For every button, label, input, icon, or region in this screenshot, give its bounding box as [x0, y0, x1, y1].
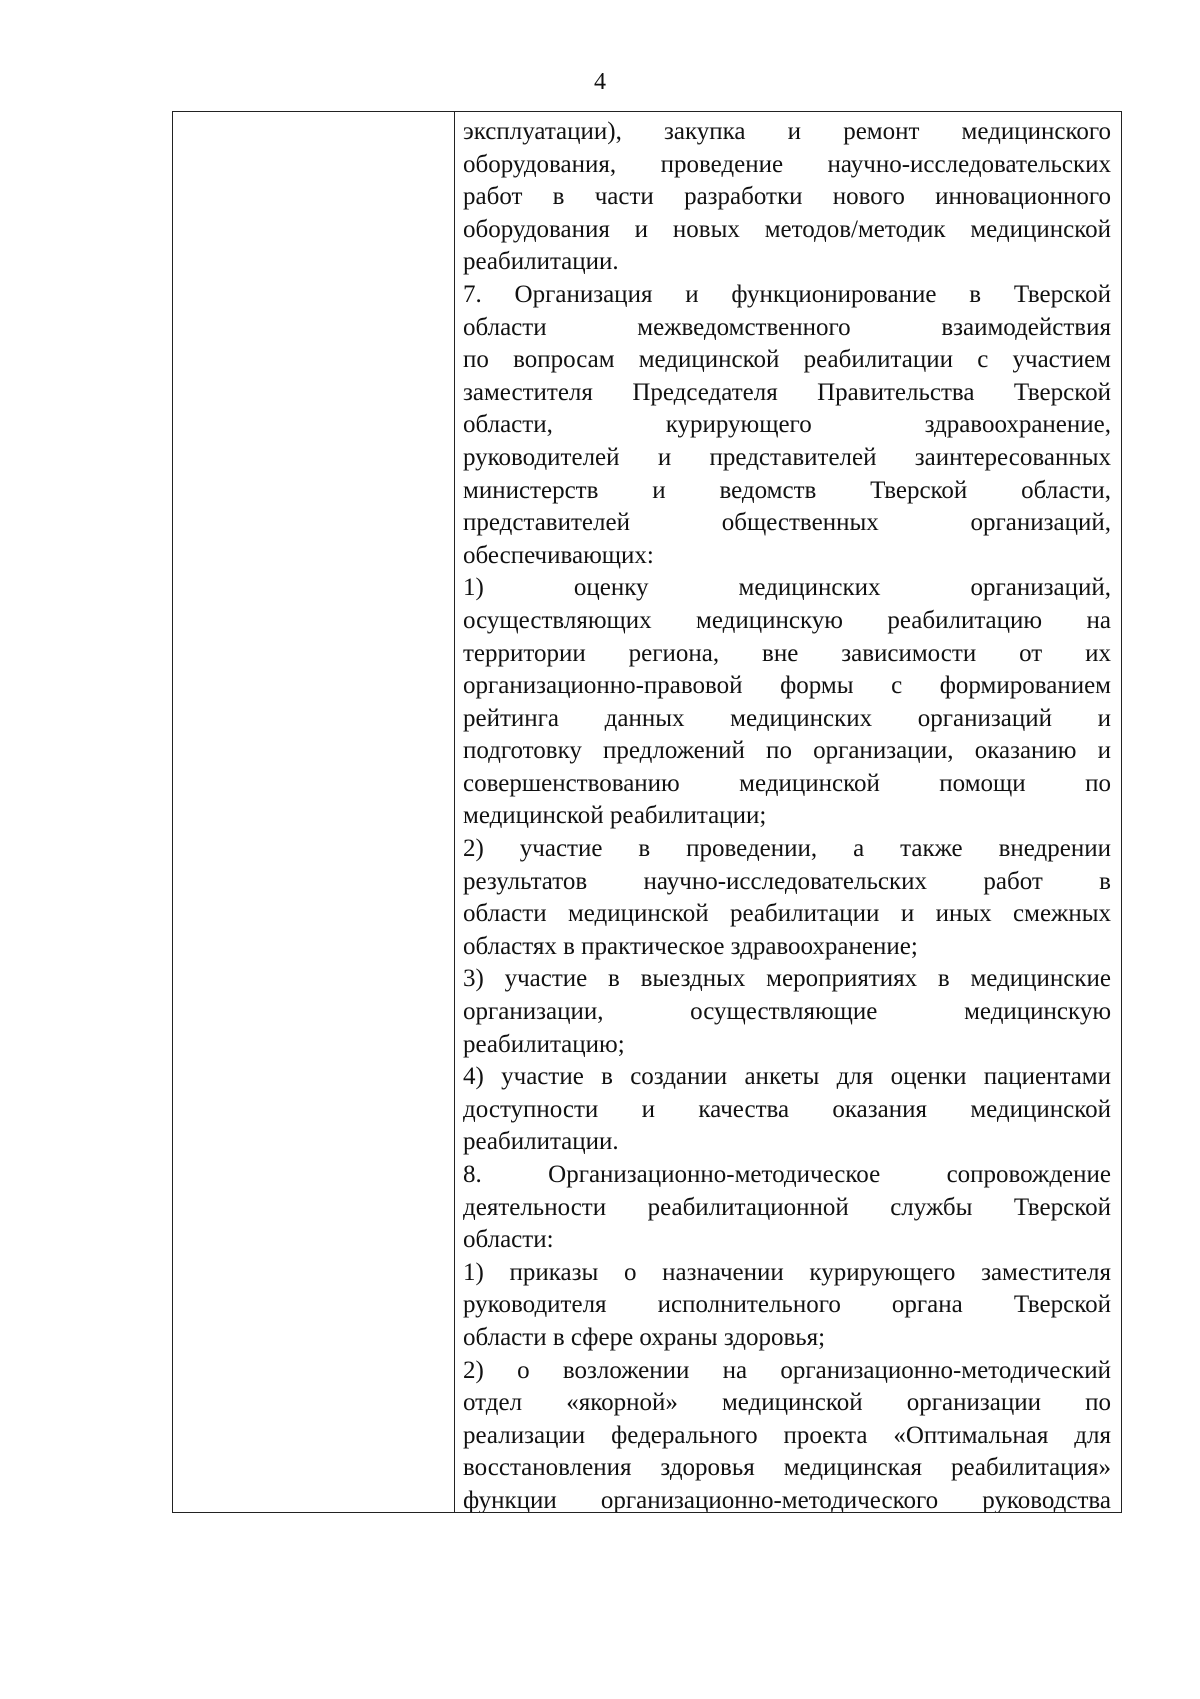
text-line: эксплуатации), закупка и ремонт медицинского	[463, 118, 1111, 145]
text-line: осуществляющих медицинскую реабилитацию на	[463, 606, 1111, 634]
text-line: оборудования и новых методов/методик медицинской	[463, 215, 1111, 243]
text-line: области в сфере охраны здоровья;	[463, 1323, 826, 1351]
text-line: 1) оценку медицинских организаций,	[463, 574, 1111, 602]
text-line: представителей общественных организаций,	[463, 509, 1111, 537]
text-line: области:	[463, 1226, 554, 1254]
text-line: работ в части разработки нового инновационного	[463, 183, 1111, 211]
text-line: области межведомственного взаимодействия	[463, 313, 1111, 341]
content-table	[172, 111, 1122, 1513]
text-line: области медицинской реабилитации и иных смежных	[463, 900, 1111, 928]
text-line: реабилитацию;	[463, 1030, 625, 1058]
text-line: 7. Организация и функционирование в Тверской	[463, 280, 1111, 308]
text-line: по вопросам медицинской реабилитации с участием	[463, 346, 1111, 374]
text-line: руководителей и представителей заинтересованных	[463, 443, 1111, 471]
text-line: областях в практическое здравоохранение;	[463, 932, 918, 960]
text-line: 3) участие в выездных мероприятиях в медицинские	[463, 965, 1111, 993]
text-line: функции организационно-методического руководства	[463, 1486, 1111, 1512]
text-line: результатов научно-исследовательских работ в	[463, 867, 1111, 895]
text-line: области, курирующего здравоохранение,	[463, 411, 1111, 439]
text-line: 2) участие в проведении, а также внедрении	[463, 835, 1111, 863]
text-line: территории региона, вне зависимости от их	[463, 639, 1111, 667]
text-line: реабилитации.	[463, 248, 619, 276]
text-line: доступности и качества оказания медицинской	[463, 1095, 1111, 1123]
table-right-cell	[455, 112, 1121, 1512]
text-line: восстановления здоровья медицинская реабилитация»	[463, 1454, 1111, 1482]
text-line: 1) приказы о назначении курирующего заместителя	[463, 1258, 1111, 1286]
text-line: медицинской реабилитации;	[463, 802, 767, 830]
text-line: руководителя исполнительного органа Тверской	[463, 1291, 1111, 1319]
table-left-cell	[173, 112, 455, 1512]
text-line: оборудования, проведение научно-исследовательских	[463, 150, 1111, 178]
text-line: 2) о возложении на организационно-методический	[463, 1356, 1111, 1384]
text-line: министерств и ведомств Тверской области,	[463, 476, 1111, 504]
text-line: реализации федерального проекта «Оптимальная для	[463, 1421, 1111, 1449]
text-line: отдел «якорной» медицинской организации по	[463, 1389, 1111, 1417]
text-line: рейтинга данных медицинских организаций и	[463, 704, 1111, 732]
text-line: организационно-правовой формы с формированием	[463, 672, 1111, 700]
text-line: обеспечивающих:	[463, 541, 654, 569]
text-line: 4) участие в создании анкеты для оценки пациентами	[463, 1063, 1111, 1091]
text-line: деятельности реабилитационной службы Тверской	[463, 1193, 1111, 1221]
text-line: подготовку предложений по организации, оказанию и	[463, 737, 1111, 765]
text-line: заместителя Председателя Правительства Тверской	[463, 378, 1111, 406]
text-line: 8. Организационно-методическое сопровождение	[463, 1161, 1111, 1188]
text-line: совершенствованию медицинской помощи по	[463, 769, 1111, 797]
page-number: 4	[594, 69, 606, 95]
text-line: реабилитации.	[463, 1128, 619, 1156]
text-line: организации, осуществляющие медицинскую	[463, 998, 1111, 1026]
